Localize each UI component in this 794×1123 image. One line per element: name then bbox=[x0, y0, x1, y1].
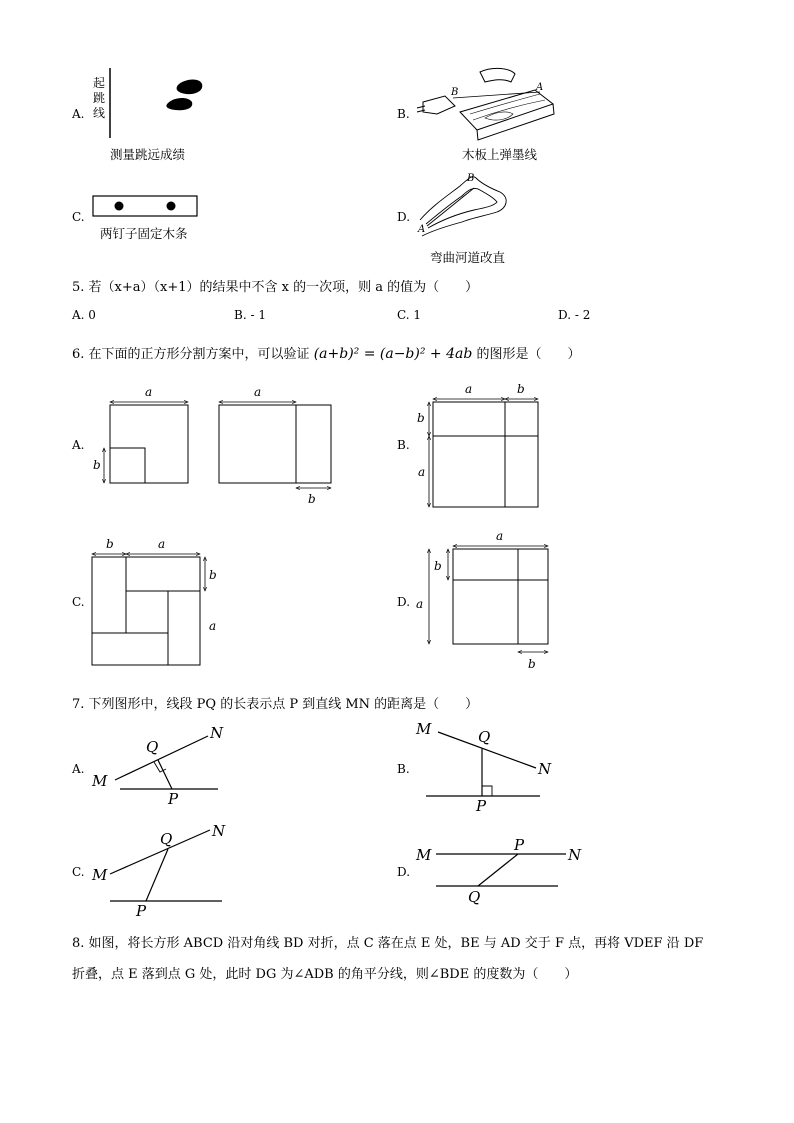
nail-icon bbox=[115, 202, 124, 211]
svg-text:P: P bbox=[136, 902, 147, 920]
svg-text:P: P bbox=[476, 797, 487, 815]
point-b-label: B bbox=[467, 173, 475, 184]
q5-stem: 5. 若（x+a）（x+1）的结果中不含 x 的一次项，则 a 的值为（ ） bbox=[72, 280, 479, 295]
q5-choice-c: C. 1 bbox=[397, 308, 422, 322]
svg-text:a: a bbox=[496, 529, 504, 543]
q7-a-figure bbox=[90, 722, 230, 812]
svg-text:Q: Q bbox=[146, 738, 159, 756]
svg-text:M: M bbox=[92, 866, 108, 884]
svg-text:a: a bbox=[418, 465, 426, 479]
jump-line-label: 起 跳 线 bbox=[93, 76, 106, 120]
svg-text:a: a bbox=[416, 597, 424, 611]
q5-choice-b: B. - 1 bbox=[234, 308, 266, 322]
q6-option-a-label: A. bbox=[72, 438, 85, 452]
svg-text:b: b bbox=[517, 382, 525, 396]
svg-text:b: b bbox=[93, 458, 101, 472]
svg-text:a: a bbox=[209, 619, 217, 633]
svg-text:N: N bbox=[568, 846, 582, 864]
svg-text:M: M bbox=[416, 720, 432, 738]
svg-text:b: b bbox=[417, 411, 425, 425]
svg-text:a: a bbox=[158, 537, 166, 551]
svg-text:b: b bbox=[308, 492, 316, 506]
q4-d-river-figure bbox=[412, 168, 522, 243]
q4-caption-d: 弯曲河道改直 bbox=[430, 250, 506, 265]
q7-option-c-label: C. bbox=[72, 865, 85, 879]
svg-text:N: N bbox=[210, 724, 224, 742]
q7-stem: 7. 下列图形中，线段 PQ 的长表示点 P 到直线 MN 的距离是（ ） bbox=[72, 697, 479, 712]
q8-stem-line-1: 8. 如图，将长方形 ABCD 沿对角线 BD 对折，点 C 落在点 E 处，BE 与 AD 交于 F 点，再将 VDEF 沿 DF bbox=[72, 936, 704, 951]
svg-text:b: b bbox=[528, 657, 536, 671]
q4-a-jump-figure bbox=[100, 60, 220, 145]
q4-b-plank-figure bbox=[415, 62, 565, 142]
q6-c-figure bbox=[88, 535, 228, 670]
q6-option-d-label: D. bbox=[397, 595, 411, 609]
q6-option-c-label: C. bbox=[72, 595, 85, 609]
wood-strip bbox=[93, 196, 197, 216]
footprint-icon bbox=[177, 80, 203, 95]
q8-stem-line-2: 折叠，点 E 落到点 G 处，此时 DG 为∠ADB 的角平分线，则∠BDE 的度数为（ ） bbox=[72, 967, 578, 982]
point-a-label: A bbox=[418, 224, 426, 235]
q6-d-figure bbox=[412, 528, 557, 673]
q6-stem bbox=[72, 343, 580, 362]
q4-caption-c: 两钉子固定木条 bbox=[100, 226, 188, 241]
q6-stem-post: 的图形是（ ） bbox=[476, 347, 581, 362]
point-b-label: B bbox=[451, 87, 459, 98]
svg-text:Q: Q bbox=[160, 830, 173, 848]
point-a-label: A bbox=[536, 82, 544, 93]
svg-text:M: M bbox=[92, 772, 108, 790]
svg-text:N: N bbox=[538, 760, 552, 778]
q4-option-b-label: B. bbox=[397, 107, 410, 121]
svg-text:a: a bbox=[145, 385, 153, 399]
q4-caption-a: 测量跳远成绩 bbox=[110, 147, 186, 162]
q7-option-a-label: A. bbox=[72, 762, 85, 776]
q4-c-wood-strip-figure bbox=[92, 194, 202, 219]
svg-text:a: a bbox=[465, 382, 473, 396]
q5-choice-a: A. 0 bbox=[72, 308, 96, 322]
q7-option-b-label: B. bbox=[397, 762, 410, 776]
q4-option-c-label: C. bbox=[72, 210, 85, 224]
svg-text:N: N bbox=[212, 822, 226, 840]
svg-text:P: P bbox=[168, 790, 179, 808]
q7-d-figure bbox=[412, 832, 587, 912]
footprint-icon bbox=[166, 98, 192, 110]
q7-option-d-label: D. bbox=[397, 865, 411, 879]
q6-b-figure bbox=[415, 380, 555, 510]
q4-caption-b: 木板上弹墨线 bbox=[462, 147, 538, 162]
q6-formula: (a+b)² = (a−b)² + 4ab bbox=[313, 346, 473, 362]
q6-stem-pre: 6. 在下面的正方形分割方案中，可以验证 bbox=[72, 347, 310, 362]
svg-text:M: M bbox=[416, 846, 432, 864]
q5-choice-d: D. - 2 bbox=[558, 308, 591, 322]
q6-a-figure bbox=[90, 380, 350, 510]
svg-text:b: b bbox=[209, 568, 217, 582]
q7-b-figure bbox=[412, 718, 562, 813]
svg-text:P: P bbox=[514, 836, 525, 854]
q7-c-figure bbox=[90, 818, 235, 918]
q6-option-b-label: B. bbox=[397, 438, 410, 452]
svg-text:b: b bbox=[106, 537, 114, 551]
q4-option-d-label: D. bbox=[397, 210, 411, 224]
svg-text:b: b bbox=[434, 559, 442, 573]
svg-text:a: a bbox=[254, 385, 262, 399]
nail-icon bbox=[167, 202, 176, 211]
svg-text:Q: Q bbox=[478, 728, 491, 746]
svg-text:Q: Q bbox=[468, 888, 481, 906]
q4-option-a-label: A. bbox=[72, 107, 85, 121]
